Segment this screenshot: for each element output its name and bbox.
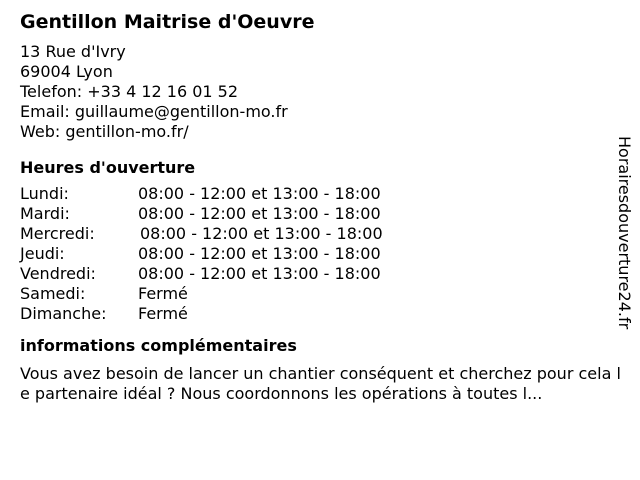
business-card	[20, 8, 630, 404]
web-line: Web: gentillon-mo.fr/	[20, 122, 189, 141]
email-line: Email: guillaume@gentillon-mo.fr	[20, 102, 288, 121]
site-watermark: Horairesdouverture24.fr	[615, 136, 634, 330]
address-city: 69004 Lyon	[20, 62, 113, 81]
hours-day: Mardi:	[20, 204, 70, 223]
info-text: Vous avez besoin de lancer un chantier conséquent et cherchez pour cela le partenaire idéal ? Nous coordonnons les opérations à toutes l...	[20, 364, 621, 403]
hours-time: 08:00 - 12:00 et 13:00 - 18:00	[138, 184, 381, 203]
hours-day: Vendredi:	[20, 264, 96, 283]
hours-row-vendredi	[20, 264, 630, 284]
address-street: 13 Rue d'Ivry	[20, 42, 126, 61]
hours-heading: Heures d'ouverture	[20, 158, 196, 177]
hours-time: 08:00 - 12:00 et 13:00 - 18:00	[138, 204, 381, 223]
info-heading: informations complémentaires	[20, 336, 297, 355]
hours-day: Jeudi:	[20, 244, 65, 263]
hours-time: Fermé	[138, 304, 188, 323]
phone-line: Telefon: +33 4 12 16 01 52	[20, 82, 239, 101]
hours-row-lundi	[20, 184, 630, 204]
business-name: Gentillon Maitrise d'Oeuvre	[20, 11, 315, 33]
contact-block	[20, 42, 630, 142]
hours-row-mercredi	[20, 224, 630, 244]
hours-day: Mercredi:	[20, 224, 95, 243]
hours-row-dimanche	[20, 304, 630, 324]
hours-table	[20, 184, 630, 324]
hours-time: 08:00 - 12:00 et 13:00 - 18:00	[138, 244, 381, 263]
hours-day: Dimanche:	[20, 304, 107, 323]
hours-row-mardi	[20, 204, 630, 224]
hours-time: 08:00 - 12:00 et 13:00 - 18:00	[140, 224, 383, 243]
hours-time: 08:00 - 12:00 et 13:00 - 18:00	[138, 264, 381, 283]
hours-row-samedi	[20, 284, 630, 304]
hours-time: Fermé	[138, 284, 188, 303]
hours-day: Samedi:	[20, 284, 86, 303]
hours-day: Lundi:	[20, 184, 69, 203]
hours-row-jeudi	[20, 244, 630, 264]
